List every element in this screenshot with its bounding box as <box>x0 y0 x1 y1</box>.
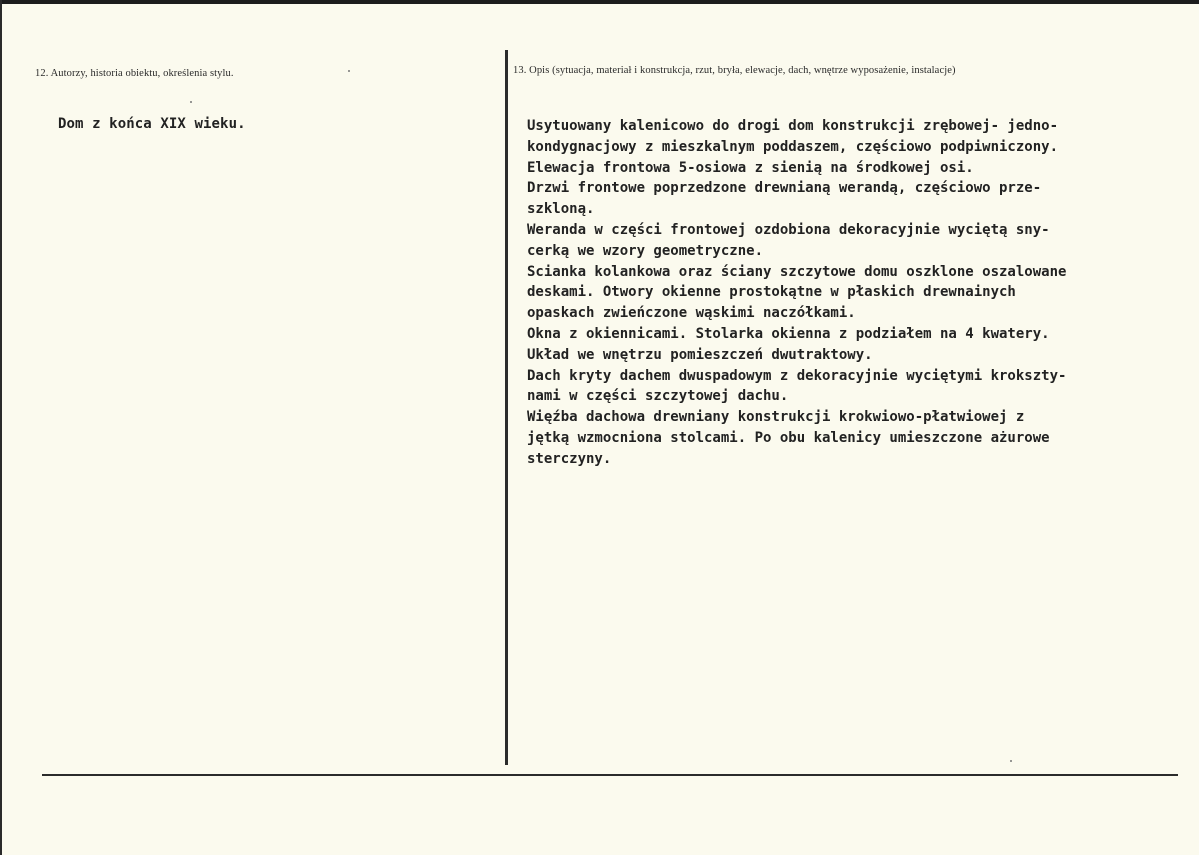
description-line: Więźba dachowa drewniany konstrukcji krokwiowo-płatwiowej z <box>527 409 1025 426</box>
section-13-description <box>527 116 1187 470</box>
left-edge-border <box>0 0 2 855</box>
description-line: szkloną. <box>527 201 595 218</box>
description-line: Weranda w części frontowej ozdobiona dekoracyjnie wyciętą sny- <box>527 221 1050 238</box>
description-line: opaskach zwieńczone wąskimi naczółkami. <box>527 305 856 322</box>
section-13-label: 13. Opis (sytuacja, materiał i konstrukcja, rzut, bryła, elewacje, dach, wnętrze wyposażenie, instalacje) <box>513 65 956 76</box>
description-line: Drzwi frontowe poprzedzone drewnianą werandą, częściowo prze- <box>527 180 1042 197</box>
paper-speck <box>348 70 350 72</box>
description-line: sterczyny. <box>527 450 612 467</box>
bottom-rule <box>42 774 1178 776</box>
paper-speck <box>1010 760 1012 762</box>
description-line: Dach kryty dachem dwuspadowym z dekoracyjnie wyciętymi krokszty- <box>527 367 1067 384</box>
column-divider <box>505 50 508 765</box>
description-line: Układ we wnętrzu pomieszczeń dwutraktowy. <box>527 346 873 363</box>
description-line: jętką wzmocniona stolcami. Po obu kalenicy umieszczone ażurowe <box>527 429 1050 446</box>
section-12-label: 12. Autorzy, historia obiektu, określenia stylu. <box>35 68 234 79</box>
paper-speck <box>190 101 192 103</box>
description-line: deskami. Otwory okienne prostokątne w płaskich drewnainych <box>527 284 1016 301</box>
description-line: Usytuowany kalenicowo do drogi dom konstrukcji zrębowej- jedno- <box>527 118 1059 134</box>
top-edge-border <box>0 0 1199 4</box>
description-line: cerką we wzory geometryczne. <box>527 242 764 259</box>
description-line: kondygnacjowy z mieszkalnym poddaszem, częściowo podpiwniczony. <box>527 138 1059 155</box>
description-line: Scianka kolankowa oraz ściany szczytowe domu oszklone oszalowane <box>527 263 1067 280</box>
description-line: Elewacja frontowa 5-osiowa z sienią na środkowej osi. <box>527 159 974 176</box>
section-12-text: Dom z końca XIX wieku. <box>58 116 246 132</box>
description-line: Okna z okiennicami. Stolarka okienna z podziałem na 4 kwatery. <box>527 325 1050 342</box>
description-line: nami w części szczytowej dachu. <box>527 388 789 405</box>
